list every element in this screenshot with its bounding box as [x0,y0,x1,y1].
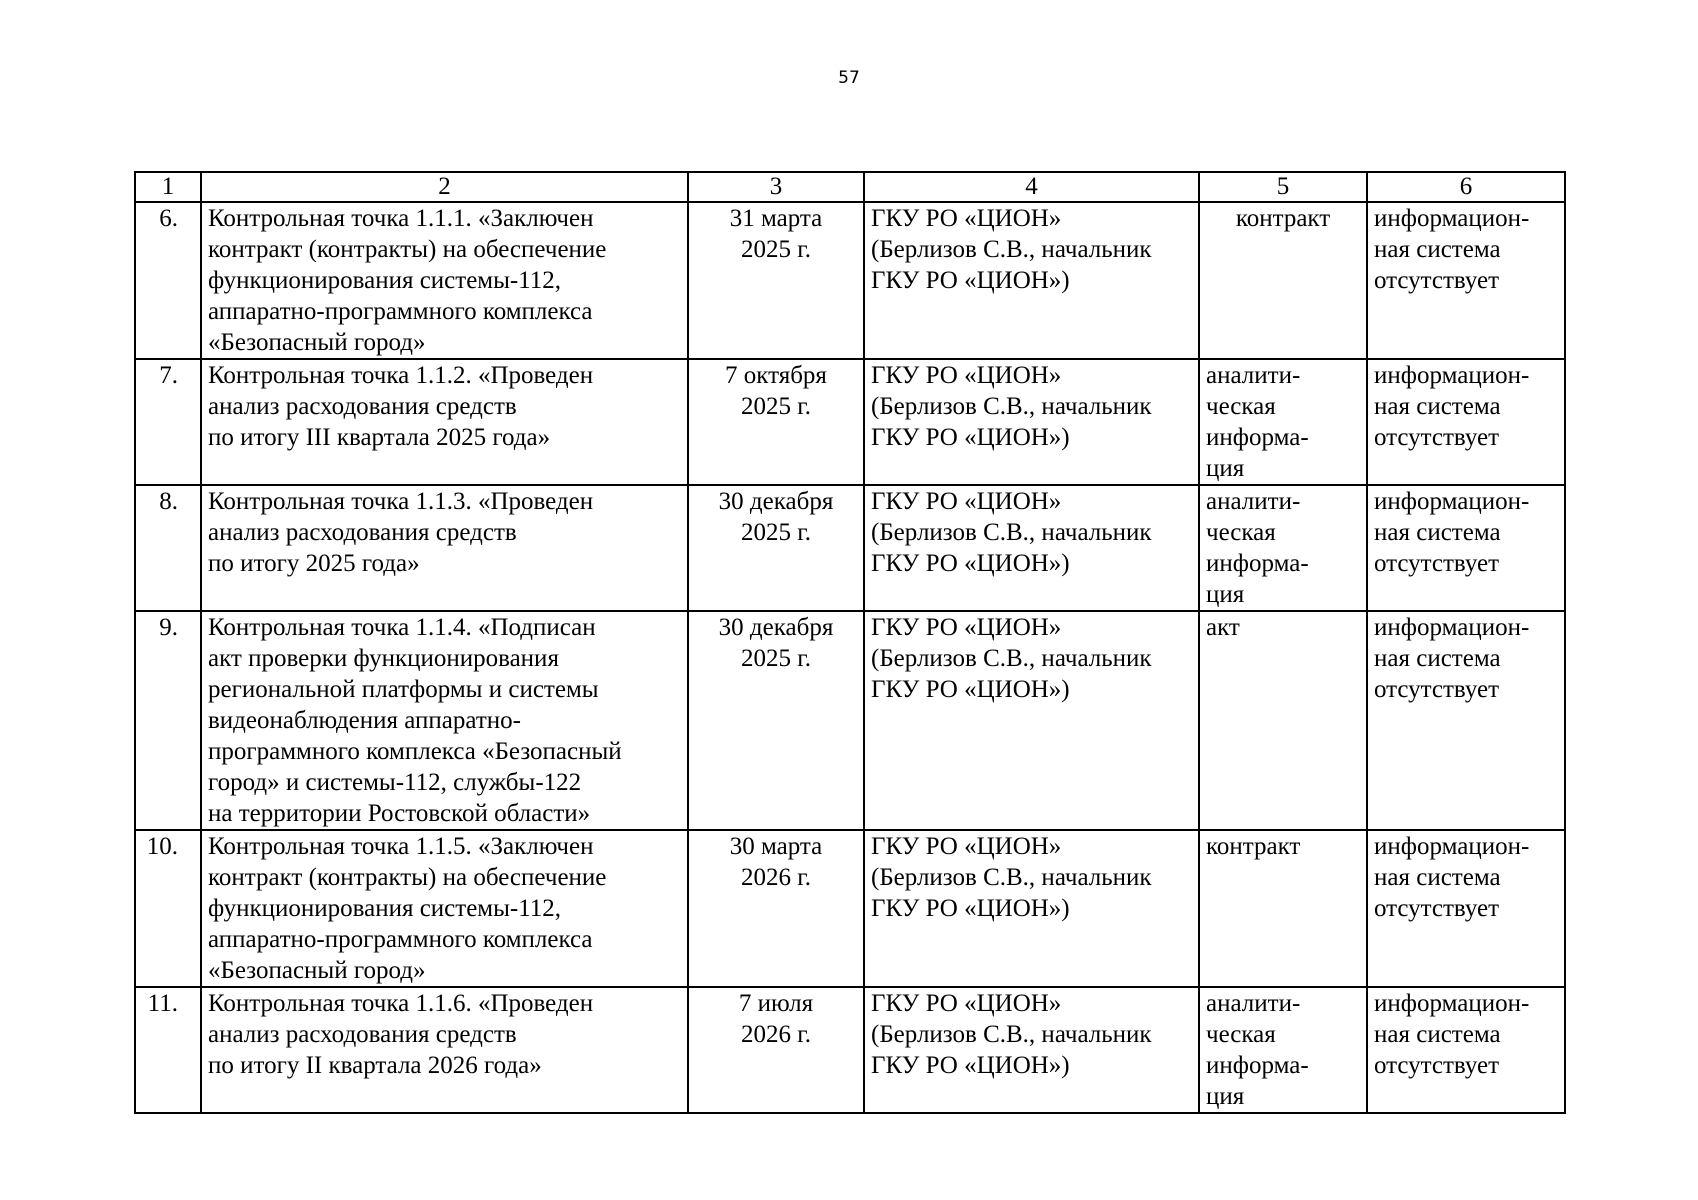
text-line: ная система [1374,1021,1501,1048]
text-line: 30 декабря [718,488,834,515]
text-line: 31 марта [729,205,823,232]
text-line: ная система [1374,519,1501,546]
description-cell [201,987,688,1113]
document-type-cell [1199,485,1367,611]
text-line: ГКУ РО «ЦИОН») [871,676,1070,703]
date-cell [688,611,864,830]
text-line: информацион- [1374,488,1530,515]
text-line: ческая [1206,519,1276,546]
date-cell [688,202,864,359]
text-line: Контрольная точка 1.1.4. «Подписан [208,614,596,641]
responsible-cell [864,485,1199,611]
table-row [135,830,1565,987]
date-cell [688,830,864,987]
text-line: ГКУ РО «ЦИОН») [871,895,1070,922]
text-line: контракт [1235,205,1331,232]
text-line: ция [1206,455,1245,482]
text-line: ГКУ РО «ЦИОН» [871,362,1062,389]
table-row [135,202,1565,359]
header-cell: 4 [864,172,1199,202]
row-number-cell: 7. [135,359,201,485]
text-line: информацион- [1374,614,1530,641]
text-line: информа- [1206,550,1309,577]
text-line: 30 декабря [718,614,834,641]
text-line: «Безопасный город» [208,329,426,356]
text-line: ГКУ РО «ЦИОН») [871,550,1070,577]
text-line: (Берлизов С.В., начальник [871,236,1152,263]
description-cell [201,830,688,987]
text-line: функционирования системы-112, [208,895,562,922]
responsible-cell [864,611,1199,830]
text-line: отсутствует [1374,895,1500,922]
text-line: ГКУ РО «ЦИОН») [871,1052,1070,1079]
header-cell: 1 [135,172,201,202]
text-line: 2025 г. [741,236,811,263]
table-row [135,359,1565,485]
text-line: ГКУ РО «ЦИОН») [871,267,1070,294]
row-number-cell: 8. [135,485,201,611]
text-line: информа- [1206,1052,1309,1079]
text-line: 2026 г. [741,864,811,891]
table-row [135,611,1565,830]
text-line: информацион- [1374,205,1530,232]
table-header-row [135,172,1565,202]
text-line: ная система [1374,864,1501,891]
text-line: аппаратно-программного комплекса [208,926,593,953]
info-system-cell [1367,359,1565,485]
text-line: (Берлизов С.В., начальник [871,393,1152,420]
text-line: (Берлизов С.В., начальник [871,519,1152,546]
description-cell [201,202,688,359]
text-line: контракт (контракты) на обеспечение [208,236,607,263]
text-line: ция [1206,581,1245,608]
text-line: ГКУ РО «ЦИОН» [871,833,1062,860]
text-line: ческая [1206,393,1276,420]
text-line: 30 марта [729,833,823,860]
text-line: информацион- [1374,362,1530,389]
text-line: контракт (контракты) на обеспечение [208,864,607,891]
text-line: 2026 г. [741,1021,811,1048]
text-line: (Берлизов С.В., начальник [871,645,1152,672]
text-line: информацион- [1374,833,1530,860]
responsible-cell [864,830,1199,987]
description-cell [201,359,688,485]
text-line: Контрольная точка 1.1.6. «Проведен [208,990,594,1017]
header-cell: 6 [1367,172,1565,202]
info-system-cell [1367,830,1565,987]
row-number-cell: 6. [135,202,201,359]
document-type-cell [1199,611,1367,830]
table-row [135,987,1565,1113]
info-system-cell [1367,611,1565,830]
info-system-cell [1367,485,1565,611]
text-line: Контрольная точка 1.1.3. «Проведен [208,488,594,515]
text-line: информацион- [1374,990,1530,1017]
responsible-cell [864,359,1199,485]
text-line: ная система [1374,236,1501,263]
text-line: (Берлизов С.В., начальник [871,864,1152,891]
info-system-cell [1367,987,1565,1113]
text-line: по итогу II квартала 2026 года» [208,1052,542,1079]
header-cell: 2 [201,172,688,202]
document-type-cell [1199,987,1367,1113]
text-line: акт проверки функционирования [208,645,559,672]
responsible-cell [864,987,1199,1113]
row-number-cell: 9. [135,611,201,830]
text-line: отсутствует [1374,550,1500,577]
text-line: по итогу III квартала 2025 года» [208,424,551,451]
document-type-cell [1199,202,1367,359]
text-line: ная система [1374,645,1501,672]
text-line: отсутствует [1374,676,1500,703]
text-line: город» и системы-112, службы-122 [208,769,582,796]
text-line: видеонаблюдения аппаратно- [208,707,521,734]
text-line: ция [1206,1083,1245,1110]
text-line: анализ расходования средств [208,1021,517,1048]
text-line: 2025 г. [741,645,811,672]
text-line: ГКУ РО «ЦИОН» [871,488,1062,515]
text-line: региональной платформы и системы [208,676,599,703]
date-cell [688,359,864,485]
text-line: информа- [1206,424,1309,451]
text-line: акт [1206,614,1240,641]
text-line: ГКУ РО «ЦИОН» [871,990,1062,1017]
text-line: Контрольная точка 1.1.1. «Заключен [208,205,594,232]
text-line: ная система [1374,393,1501,420]
header-cell: 3 [688,172,864,202]
text-line: Контрольная точка 1.1.2. «Проведен [208,362,594,389]
text-line: программного комплекса «Безопасный [208,738,622,765]
text-line: 7 октября [725,362,827,389]
text-line: отсутствует [1374,1052,1500,1079]
table-row [135,485,1565,611]
text-line: «Безопасный город» [208,957,426,984]
row-number-cell: 11. [135,987,201,1113]
text-line: отсутствует [1374,267,1500,294]
description-cell [201,485,688,611]
text-line: 7 июля [738,990,814,1017]
date-cell [688,987,864,1113]
text-line: ГКУ РО «ЦИОН» [871,614,1062,641]
text-line: функционирования системы-112, [208,267,562,294]
control-points-table [134,171,1566,1114]
page-number: 57 [838,68,860,88]
responsible-cell [864,202,1199,359]
text-line: по итогу 2025 года» [208,550,420,577]
text-line: ГКУ РО «ЦИОН» [871,205,1062,232]
text-line: на территории Ростовской области» [208,800,591,827]
text-line: аналити- [1206,488,1301,515]
document-type-cell [1199,359,1367,485]
text-line: анализ расходования средств [208,519,517,546]
text-line: аппаратно-программного комплекса [208,298,593,325]
text-line: аналити- [1206,990,1301,1017]
text-line: Контрольная точка 1.1.5. «Заключен [208,833,594,860]
text-line: 2025 г. [741,393,811,420]
text-line: ческая [1206,1021,1276,1048]
text-line: контракт [1206,833,1301,860]
row-number-cell: 10. [135,830,201,987]
text-line: отсутствует [1374,424,1500,451]
text-line: аналити- [1206,362,1301,389]
text-line: анализ расходования средств [208,393,517,420]
text-line: (Берлизов С.В., начальник [871,1021,1152,1048]
date-cell [688,485,864,611]
text-line: ГКУ РО «ЦИОН») [871,424,1070,451]
info-system-cell [1367,202,1565,359]
description-cell [201,611,688,830]
text-line: 2025 г. [741,519,811,546]
document-type-cell [1199,830,1367,987]
header-cell: 5 [1199,172,1367,202]
